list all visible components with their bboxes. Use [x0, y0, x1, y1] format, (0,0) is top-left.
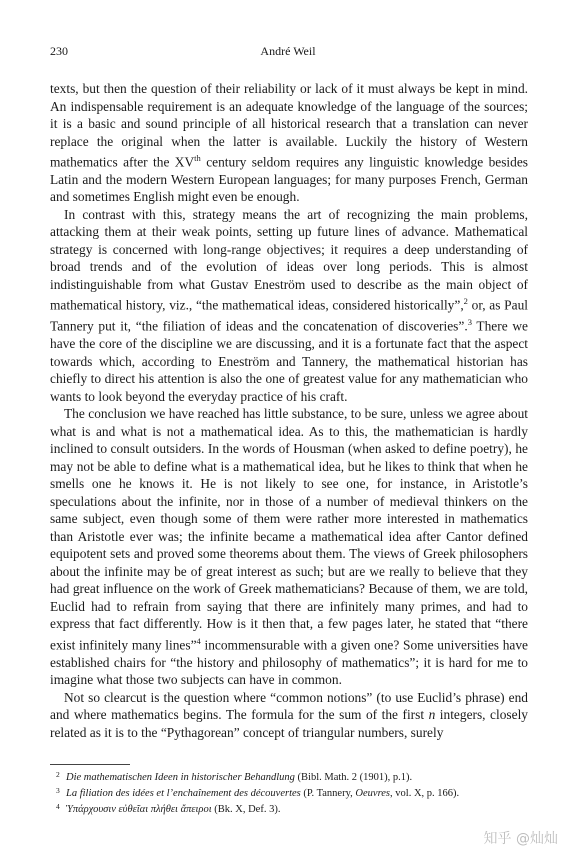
- footnote-number: 4: [56, 802, 60, 811]
- running-head: André Weil: [260, 44, 316, 58]
- body-text: [50, 80, 528, 741]
- page-number: 230: [50, 44, 68, 58]
- footnote-number: 3: [56, 786, 60, 795]
- superscript-th: th: [194, 153, 201, 163]
- footnote-4: 4 Ὑπάρχουσιν εὐθεῖαι πλήθει ἄπειροι (Bk. X, Def. 3).: [50, 802, 528, 818]
- footnote-number: 2: [56, 770, 60, 779]
- footnote-ref-3: 3: [467, 317, 472, 328]
- paragraph-2: In contrast with this, strategy means the art of recognizing the main problems, attacking them at their weak points, setting up future lines of advance. Mathematical strategy is concerned with long-range objectives; it requires a deep understanding of broad trends and of the evolution of ideas over long periods. This is almost indistinguishable from what Gustav Eneström used to describe as the main object of mathematical history, viz., “the mathematical ideas, considered historically”,$^2$ or, as Paul Tannery put it, “the filiation of ideas and the concatenation of discoveries”.$^3$ There we have the core of the discipline we are discussing, and it is a fortunate fact that the aspect towards which, according to Eneström and Tannery, the mathematical historian has chiefly to direct his attention is also the one of greatest value for any mathematician who wants to look beyond the everyday practice of his craft.: [50, 206, 528, 404]
- watermark: 知乎 @灿灿: [483, 831, 558, 847]
- variable-n: n: [428, 707, 436, 723]
- footnote-greek-quote: Ὑπάρχουσιν εὐθεῖαι πλήθει ἄπειροι: [66, 804, 212, 815]
- paragraph-4: Not so clearcut is the question where “common notions” (to use Euclid’s phrase) end and where mathematics begins. The formula for the sum of the first n integers, closely related as it is to the “Pythagorean” concept of triangular numbers, surely: [50, 689, 528, 740]
- paragraph-1: texts, but then the question of their reliability or lack of it must always be kept in mind. An indispensable requirement is an adequate knowledge of the language of the sources; it is a basic and sound principle of all historical research that a translation can never replace the original when the latter is available. Luckily the history of Western mathematics after the XVth century seldom requires any linguistic knowledge besides Latin and the modern Western European languages; for many purposes French, German and sometimes English might even be enough.: [50, 81, 528, 205]
- footnote-ref-2: 2: [463, 296, 468, 307]
- paragraph-3: The conclusion we have reached has little substance, to be sure, unless we agree about what is and what is not a mathematical idea. As to this, the mathematician is hardly inclined to consult outsiders. In the words of Housman (when asked to define poetry), he may not be able to define what is a mathematical idea, but he likes to think that when he smells one he knows it. He is not likely to see one, for instance, in Aristotle’s speculations about the infinite, nor in those of a number of medieval thinkers on the same subject, even though some of them were rather more interested in mathematics than Aristotle ever was; the infinite became a mathematical idea after Cantor defined equipotent sets and proved some theorems about them. The views of Greek philosophers about the infinite may be of great interest as such; but are we really to believe that they had great influence on the work of Greek mathematicians? Because of them, we are told, Euclid had to refrain from saying that there are infinitely many primes, and had to express that fact differently. How is it then that, a few pages later, he stated that “there exist infinitely many lines”$^4$ incommensurable with a given one? Some universities have established chairs for “the history and philosophy of mathematics”; it is hard for me to imagine what those two subjects can have in common.: [50, 406, 528, 688]
- footnotes: [50, 770, 528, 818]
- footnote-2: 2 Die mathematischen Ideen in historischer Behandlung (Bibl. Math. 2 (1901), p.1).: [50, 770, 528, 786]
- footnote-rule: [50, 764, 130, 765]
- footnote-ref-4: 4: [196, 635, 201, 646]
- footnote-3: 3 La filiation des idées et l’enchaînement des découvertes (P. Tannery, Oeuvres, vol. X, p. 166).: [50, 786, 528, 802]
- footnote-title: Die mathematischen Ideen in historischer Behandlung: [66, 772, 295, 783]
- footnote-title: La filiation des idées et l’enchaînement des découvertes: [66, 788, 301, 799]
